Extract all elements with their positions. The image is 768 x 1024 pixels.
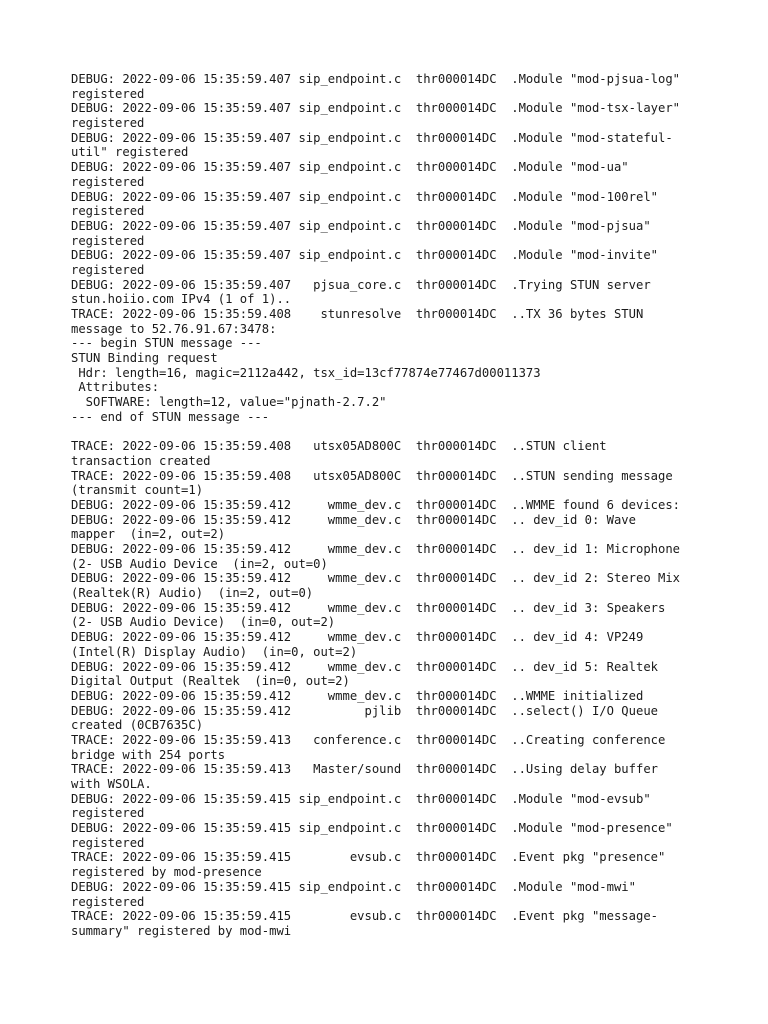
log-line: DEBUG: 2022-09-06 15:35:59.412 wmme_dev.c thr000014DC ..WMME initialized (71, 688, 644, 703)
log-line: summary" registered by mod-mwi (71, 923, 292, 938)
log-line: TRACE: 2022-09-06 15:35:59.413 conference.c thr000014DC ..Creating conference (71, 732, 666, 747)
log-line (71, 425, 680, 440)
log-line: DEBUG: 2022-09-06 15:35:59.412 wmme_dev.c thr000014DC .. dev_id 3: Speakers (71, 600, 666, 615)
log-line: DEBUG: 2022-09-06 15:35:59.407 sip_endpoint.c thr000014DC .Module "mod-pjsua" (71, 218, 651, 233)
log-line: DEBUG: 2022-09-06 15:35:59.412 wmme_dev.c thr000014DC .. dev_id 2: Stereo Mix (71, 571, 681, 586)
log-line: DEBUG: 2022-09-06 15:35:59.412 wmme_dev.c thr000014DC .. dev_id 4: VP249 (71, 630, 644, 645)
log-line: DEBUG: 2022-09-06 15:35:59.407 sip_endpoint.c thr000014DC .Module "mod-tsx-layer" (71, 101, 681, 116)
log-line: TRACE: 2022-09-06 15:35:59.415 evsub.c thr000014DC .Event pkg "presence" (71, 850, 666, 865)
log-line: DEBUG: 2022-09-06 15:35:59.412 wmme_dev.c thr000014DC .. dev_id 5: Realtek (71, 659, 658, 674)
log-line: SOFTWARE: length=12, value="pjnath-2.7.2" (71, 395, 387, 410)
log-line: TRACE: 2022-09-06 15:35:59.408 stunresolve thr000014DC ..TX 36 bytes STUN (71, 307, 644, 321)
log-line: (2- USB Audio Device (in=2, out=0) (71, 556, 328, 571)
log-line: --- begin STUN message --- (71, 336, 262, 351)
log-line: TRACE: 2022-09-06 15:35:59.413 Master/sound thr000014DC ..Using delay buffer (71, 762, 658, 777)
log-line: registered (71, 86, 145, 101)
log-line: Digital Output (Realtek (in=0, out=2) (71, 674, 350, 689)
log-line: --- end of STUN message --- (71, 409, 270, 424)
log-line: (2- USB Audio Device) (in=0, out=2) (71, 615, 336, 630)
log-line: DEBUG: 2022-09-06 15:35:59.407 pjsua_core.c thr000014DC .Trying STUN server (71, 277, 651, 292)
log-line: (Realtek(R) Audio) (in=2, out=0) (71, 586, 314, 601)
log-line: DEBUG: 2022-09-06 15:35:59.412 wmme_dev.c thr000014DC .. dev_id 1: Microphone (71, 542, 681, 556)
log-line: message to 52.76.91.67:3478: (71, 321, 277, 336)
log-line: TRACE: 2022-09-06 15:35:59.408 utsx05AD800C thr000014DC ..STUN client (71, 439, 607, 454)
log-line: DEBUG: 2022-09-06 15:35:59.412 wmme_dev.c thr000014DC .. dev_id 0: Wave (71, 512, 636, 527)
log-line: DEBUG: 2022-09-06 15:35:59.407 sip_endpoint.c thr000014DC .Module "mod-stateful- (71, 130, 673, 145)
log-line: registered (71, 262, 145, 277)
log-line: registered (71, 806, 145, 821)
log-line: DEBUG: 2022-09-06 15:35:59.415 sip_endpoint.c thr000014DC .Module "mod-presence" (71, 821, 673, 836)
log-line: DEBUG: 2022-09-06 15:35:59.407 sip_endpoint.c thr000014DC .Module "mod-invite" (71, 248, 658, 263)
log-line: bridge with 254 ports (71, 747, 226, 762)
log-line: registered (71, 835, 145, 850)
log-line: DEBUG: 2022-09-06 15:35:59.407 sip_endpoint.c thr000014DC .Module "mod-100rel" (71, 189, 658, 204)
log-line: DEBUG: 2022-09-06 15:35:59.412 wmme_dev.c thr000014DC ..WMME found 6 devices: (71, 497, 681, 512)
log-line: DEBUG: 2022-09-06 15:35:59.415 sip_endpoint.c thr000014DC .Module "mod-mwi" (71, 879, 636, 894)
log-line: stun.hoiio.com IPv4 (1 of 1).. (71, 292, 292, 307)
log-line: Hdr: length=16, magic=2112a442, tsx_id=13cf77874e77467d00011373 (71, 365, 541, 380)
log-line: TRACE: 2022-09-06 15:35:59.408 utsx05AD800C thr000014DC ..STUN sending message (71, 468, 673, 483)
log-line: registered (71, 116, 145, 131)
log-line: STUN Binding request (71, 351, 218, 366)
log-line: DEBUG: 2022-09-06 15:35:59.407 sip_endpoint.c thr000014DC .Module "mod-ua" (71, 160, 629, 175)
log-line: util" registered (71, 145, 189, 160)
log-line: registered (71, 894, 145, 909)
log-line: registered (71, 174, 145, 189)
log-line: registered by mod-presence (71, 865, 262, 880)
log-line: DEBUG: 2022-09-06 15:35:59.412 pjlib thr000014DC ..select() I/O Queue (71, 703, 658, 718)
log-line: Attributes: (71, 380, 160, 395)
log-line: registered (71, 233, 145, 248)
log-line: created (0CB7635C) (71, 718, 204, 733)
log-text-block (71, 72, 680, 939)
log-line: DEBUG: 2022-09-06 15:35:59.407 sip_endpoint.c thr000014DC .Module "mod-pjsua-log" (71, 72, 681, 86)
log-line: transaction created (71, 453, 211, 468)
log-line: (Intel(R) Display Audio) (in=0, out=2) (71, 644, 358, 659)
log-line: mapper (in=2, out=2) (71, 527, 226, 542)
log-line: (transmit count=1) (71, 483, 204, 498)
log-line: TRACE: 2022-09-06 15:35:59.415 evsub.c thr000014DC .Event pkg "message- (71, 909, 658, 924)
log-line: DEBUG: 2022-09-06 15:35:59.415 sip_endpoint.c thr000014DC .Module "mod-evsub" (71, 791, 651, 806)
log-line: registered (71, 204, 145, 219)
log-line: with WSOLA. (71, 777, 152, 791)
